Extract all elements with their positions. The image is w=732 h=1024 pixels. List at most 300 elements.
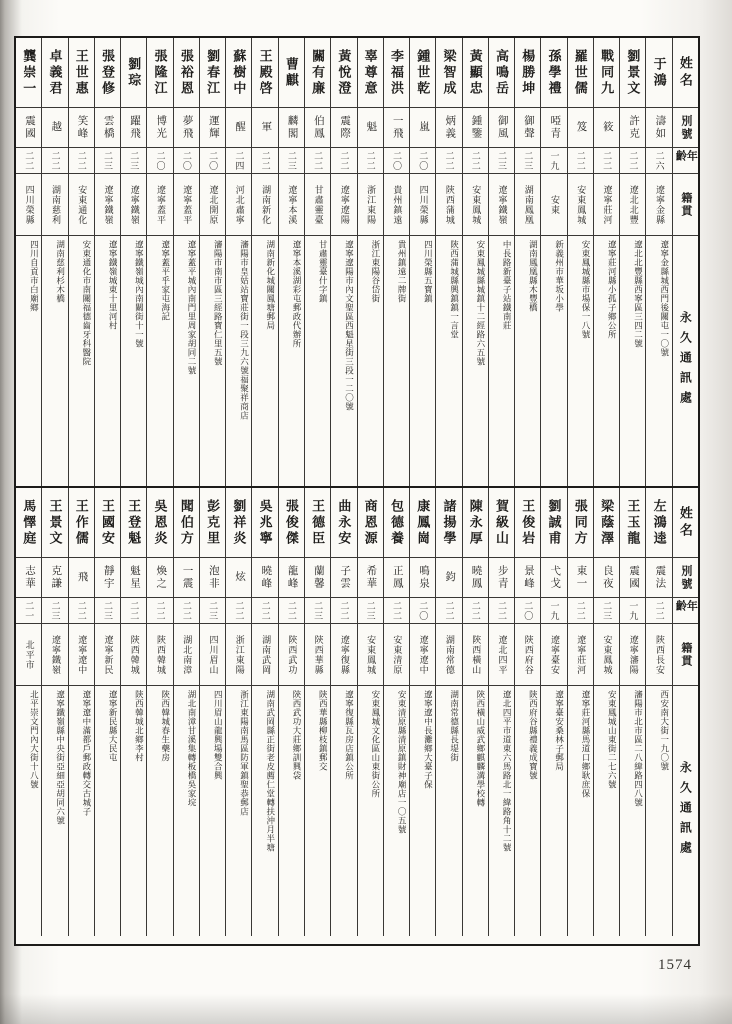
entry-name-cell	[226, 38, 251, 108]
entry-address-cell	[331, 236, 356, 486]
entry-native-place: 陝西武功	[287, 634, 298, 675]
entry-column-top-24	[41, 38, 67, 486]
column-header-name: 姓名	[677, 55, 693, 90]
entry-address-cell	[515, 686, 540, 936]
entry-alias-cell	[489, 558, 514, 598]
entry-address: 遼寧鐵嶺城內南關街十一號	[134, 240, 145, 348]
entry-address: 四川自貢市白廟鄉	[29, 240, 40, 312]
entry-native-place-cell	[200, 624, 225, 686]
entry-age: 二二	[76, 150, 87, 171]
column-header-address-cell	[673, 236, 698, 486]
entry-address: 遼北北豐縣西寧區三四二號	[633, 240, 644, 348]
entry-name-cell	[568, 38, 593, 108]
entry-native-place-cell	[121, 174, 146, 236]
entry-name: 孫學禮	[546, 48, 562, 97]
entry-native-place: 浙江東陽	[234, 634, 245, 675]
entry-name-cell	[305, 38, 330, 108]
entry-alias-cell	[279, 108, 304, 148]
entry-address-cell	[200, 686, 225, 936]
entry-alias-cell	[121, 108, 146, 148]
entry-column-top-5	[540, 38, 566, 486]
entry-alias-cell	[121, 558, 146, 598]
entry-age-cell	[279, 148, 304, 174]
entry-age: 二二	[365, 150, 376, 171]
entry-name: 賀級山	[494, 498, 509, 547]
entry-alias: 震法	[654, 565, 666, 590]
entry-native-place-cell	[69, 624, 94, 686]
entry-address: 瀋陽市南市區三經路寶仁里五號	[213, 240, 224, 366]
entry-native-place-cell	[279, 174, 304, 236]
entry-name: 吳恩炎	[152, 498, 168, 547]
entry-alias-cell	[646, 108, 671, 148]
entry-age: 二〇	[155, 150, 166, 171]
entry-native-place-cell	[541, 174, 566, 236]
entry-age-cell	[541, 148, 566, 174]
entry-alias: 子雲	[339, 565, 351, 590]
entry-age: 二二	[470, 600, 481, 621]
entry-name: 王世惠	[73, 48, 89, 97]
entry-column-bottom-22	[94, 488, 120, 936]
entry-age: 二二	[260, 600, 271, 621]
entry-age: 二二	[628, 150, 639, 171]
entry-native-place-cell	[594, 174, 619, 236]
entry-name: 戰同九	[599, 48, 615, 97]
entry-column-top-17	[225, 38, 251, 486]
entry-age-cell	[121, 148, 146, 174]
entry-alias: 克謙	[50, 565, 62, 590]
entry-name: 康鳳崗	[415, 498, 431, 547]
entry-name: 王作儒	[73, 498, 89, 547]
entry-native-place: 陝西華縣	[313, 634, 324, 675]
entry-column-top-23	[68, 38, 94, 486]
entry-native-place: 陝西韓城	[156, 634, 166, 675]
entry-alias-cell	[69, 558, 94, 598]
entry-name: 鍾世乾	[415, 48, 431, 97]
entry-name-cell	[620, 488, 645, 558]
entry-native-place: 安東鳳城	[471, 184, 482, 225]
entry-age-cell	[463, 148, 488, 174]
entry-alias: 笑峰	[76, 115, 88, 140]
entry-column-bottom-24	[41, 488, 67, 936]
entry-address-cell	[515, 236, 540, 486]
entry-name-cell	[384, 38, 409, 108]
entry-name-cell	[331, 38, 356, 108]
entry-name-cell	[489, 38, 514, 108]
entry-name: 王國安	[100, 498, 116, 547]
entry-name: 商恩源	[362, 498, 378, 547]
entry-alias-cell	[226, 558, 251, 598]
entry-address: 陝西武功大莊鄉訓興袋	[292, 690, 303, 780]
entry-age-cell	[410, 598, 435, 624]
entry-native-place: 遼寧本溪	[287, 184, 298, 225]
entry-alias-cell	[436, 108, 461, 148]
entry-name: 龔崇一	[21, 48, 37, 97]
entry-address: 新義州市華坂小學	[554, 240, 565, 312]
entry-alias: 魁	[365, 121, 377, 134]
entry-address: 遼寧遼中滿都戶郵政轉交古城子	[81, 690, 92, 816]
entry-column-top-15	[278, 38, 304, 486]
entry-address-cell	[489, 236, 514, 486]
entry-native-place-cell	[305, 624, 330, 686]
entry-alias: 希華	[365, 565, 377, 590]
entry-alias: 震際	[339, 115, 351, 140]
entry-column-top-21	[120, 38, 146, 486]
entry-native-place: 湖南武岡	[261, 634, 272, 675]
entry-name-cell	[410, 488, 435, 558]
entry-alias-cell	[95, 558, 120, 598]
entry-age-cell	[646, 598, 671, 624]
entry-alias: 魁星	[129, 565, 141, 590]
entry-alias-cell	[147, 108, 172, 148]
entry-age-cell	[384, 148, 409, 174]
entry-name: 吳兆寧	[257, 498, 273, 547]
entry-native-place-cell	[42, 624, 67, 686]
entry-name-cell	[69, 488, 94, 558]
entry-address-cell	[541, 236, 566, 486]
entry-column-bottom-6	[514, 488, 540, 936]
entry-native-place: 遼寧遼中	[77, 634, 88, 675]
entry-native-place-cell	[174, 624, 199, 686]
entry-alias: 筱	[601, 121, 613, 134]
entry-name: 王殿啓	[257, 48, 273, 97]
entry-name: 包德養	[388, 498, 404, 547]
entry-native-place-cell	[489, 174, 514, 236]
entry-alias-cell	[410, 108, 435, 148]
entry-native-place-cell	[436, 174, 461, 236]
entry-address-cell	[463, 236, 488, 486]
entry-alias-cell	[620, 108, 645, 148]
entry-age: 二六	[654, 150, 665, 171]
entry-column-bottom-1	[645, 488, 671, 936]
entry-column-bottom-21	[120, 488, 146, 936]
entry-age-cell	[358, 598, 383, 624]
entry-name: 羅世儒	[572, 48, 588, 97]
entry-column-bottom-16	[251, 488, 277, 936]
entry-native-place-cell	[95, 174, 120, 236]
entry-address: 浙江東陽南馬區防軍鎮聖恭郵店	[239, 690, 250, 816]
entry-alias: 笈	[575, 121, 587, 134]
entry-age: 二二	[444, 600, 455, 621]
column-header-alias-cell	[673, 558, 698, 598]
entry-age: 二二	[339, 600, 350, 621]
entry-address: 遼寧蓋平乎家屯海記	[160, 240, 171, 321]
entry-age: 一九	[628, 600, 639, 621]
entry-name: 高鳴岳	[494, 48, 509, 97]
entry-alias-cell	[541, 558, 566, 598]
entry-age: 二三	[129, 150, 140, 171]
entry-alias: 東一	[575, 565, 587, 590]
entry-age: 二二	[339, 150, 350, 171]
entry-native-place-cell	[16, 174, 41, 236]
entry-age: 二三	[313, 600, 324, 621]
entry-age-cell	[568, 148, 593, 174]
entry-native-place-cell	[541, 624, 566, 686]
entry-alias-cell	[200, 108, 225, 148]
entry-native-place: 遼北四平	[497, 634, 508, 675]
entry-age: 二二	[181, 600, 192, 621]
entry-native-place: 湖南鳳凰	[523, 184, 534, 225]
entry-alias: 炫	[234, 571, 246, 584]
entry-name-cell	[42, 488, 67, 558]
entry-native-place-cell	[200, 174, 225, 236]
entry-address: 遼寧鐵嶺縣中央街亞細亞胡同六號	[55, 690, 66, 825]
entry-age-cell	[42, 598, 67, 624]
entry-native-place-cell	[331, 174, 356, 236]
entry-column-bottom-17	[225, 488, 251, 936]
entry-native-place-cell	[331, 624, 356, 686]
entry-native-place-cell	[95, 624, 120, 686]
entry-native-place-cell	[436, 624, 461, 686]
entry-alias: 曉峰	[260, 565, 272, 590]
entry-native-place-cell	[568, 624, 593, 686]
entry-address: 陝西韓城春生藥房	[160, 690, 171, 762]
entry-name: 梁智成	[441, 48, 457, 97]
entry-alias: 運輝	[207, 115, 219, 140]
entry-alias: 一震	[181, 565, 193, 590]
entry-age-cell	[620, 148, 645, 174]
entry-alias: 御風	[496, 115, 508, 140]
entry-native-place: 甘肅靈臺	[313, 184, 324, 225]
entry-column-top-19	[173, 38, 199, 486]
entry-native-place-cell	[384, 624, 409, 686]
entry-alias-cell	[594, 558, 619, 598]
column-header-age-cell	[673, 148, 698, 174]
entry-name-cell	[463, 488, 488, 558]
entry-age-cell	[646, 148, 671, 174]
entry-address: 安東鳳城縣城鎮十二經路六五號	[475, 240, 486, 366]
entry-age: 二三	[365, 600, 376, 621]
entry-age: 二二	[24, 150, 35, 171]
entry-native-place-cell	[410, 174, 435, 236]
entry-age: 二三	[103, 150, 114, 171]
entry-address-cell	[384, 686, 409, 936]
entry-name: 馬懌庭	[21, 498, 37, 547]
entry-alias: 許克	[628, 115, 640, 140]
entry-address: 西安南大街一九〇號	[659, 690, 670, 771]
entry-native-place: 湖南新化	[261, 184, 272, 225]
entry-address: 遼寧鐵嶺城東十里河村	[108, 240, 119, 330]
entry-column-top-20	[146, 38, 172, 486]
entry-native-place-cell	[489, 624, 514, 686]
entry-name: 卓義君	[47, 48, 63, 97]
entry-alias: 曉鳳	[470, 565, 482, 590]
entry-name: 黃顯忠	[467, 48, 483, 97]
entry-name-cell	[358, 488, 383, 558]
entry-alias-cell	[541, 108, 566, 148]
entry-name: 李福洪	[388, 48, 404, 97]
entry-native-place: 湖南慈利	[50, 184, 61, 225]
entry-address-cell	[410, 236, 435, 486]
entry-native-place-cell	[410, 624, 435, 686]
entry-alias: 啞青	[549, 115, 561, 140]
entry-name: 王俊岩	[520, 498, 536, 547]
entry-address-cell	[646, 236, 671, 486]
entry-address-cell	[69, 236, 94, 486]
entry-address-cell	[147, 686, 172, 936]
entry-native-place: 安東清原	[392, 634, 403, 675]
column-header-age: 年齡	[674, 150, 698, 163]
entry-native-place: 北平市	[24, 639, 35, 670]
entry-address-cell	[252, 236, 277, 486]
entry-name-cell	[279, 38, 304, 108]
entry-address-cell	[174, 236, 199, 486]
entry-name: 王德臣	[310, 498, 326, 547]
entry-name-cell	[16, 488, 41, 558]
entry-alias-cell	[515, 558, 540, 598]
entry-age: 二二	[286, 600, 297, 621]
entry-address: 陝西蒲城縣興鎮鎮一言堂	[449, 240, 460, 339]
entry-alias-cell	[305, 108, 330, 148]
entry-alias: 雲橋	[102, 115, 114, 140]
entry-native-place: 遼寧遼中	[418, 634, 429, 675]
table-frame	[14, 36, 700, 946]
entry-name-cell	[174, 488, 199, 558]
entry-address: 湖南常德縣長堤街	[449, 690, 460, 762]
entry-age-cell	[594, 148, 619, 174]
entry-age-cell	[594, 598, 619, 624]
entry-name: 黃悅澄	[336, 48, 352, 97]
column-header-address: 永久通訊處	[678, 761, 693, 861]
entry-alias-cell	[305, 558, 330, 598]
entry-alias-cell	[515, 108, 540, 148]
entry-native-place: 浙江東陽	[366, 184, 377, 225]
entry-address: 甘肅靈臺什字鎮	[318, 240, 329, 303]
entry-name-cell	[515, 38, 540, 108]
entry-address: 陝西華縣柳枝鎮郵交	[318, 690, 329, 771]
header-column-bottom	[672, 488, 698, 936]
entry-age-cell	[95, 148, 120, 174]
entry-age-cell	[226, 598, 251, 624]
entry-age: 二〇	[391, 150, 402, 171]
entry-column-bottom-13	[330, 488, 356, 936]
entry-address: 四川眉山龍興場雙合興	[213, 690, 224, 780]
entry-name-cell	[42, 38, 67, 108]
entry-age-cell	[147, 148, 172, 174]
entry-native-place: 陝西韓城	[129, 634, 140, 675]
entry-name: 劉春江	[205, 48, 221, 97]
entry-native-place: 安東鳳城	[366, 634, 377, 675]
entry-alias: 鍾鑒	[470, 115, 482, 140]
entry-age-cell	[620, 598, 645, 624]
entry-alias: 蘭馨	[312, 565, 324, 590]
entry-address-cell	[594, 686, 619, 936]
entry-age-cell	[200, 598, 225, 624]
entry-address-cell	[200, 236, 225, 486]
entry-column-bottom-23	[68, 488, 94, 936]
entry-native-place: 安東	[549, 194, 560, 215]
entry-address-cell	[436, 236, 461, 486]
entry-address-cell	[95, 236, 120, 486]
entry-address: 瀋陽市北市區二八緯路四八號	[633, 690, 644, 807]
entry-native-place: 陝西蒲城	[444, 184, 455, 225]
entry-age: 二三	[208, 600, 219, 621]
entry-address: 湖北南漳甘溪集轉板橋吳家垸	[186, 690, 197, 807]
entry-native-place: 遼寧瀋陽	[628, 634, 639, 675]
entry-alias-cell	[358, 558, 383, 598]
entry-age: 二二	[155, 600, 166, 621]
entry-alias: 伯鳳	[312, 115, 324, 140]
entry-native-place-cell	[568, 174, 593, 236]
entry-name-cell	[16, 38, 41, 108]
entry-native-place: 陝西長安	[655, 634, 666, 675]
entry-address-cell	[384, 236, 409, 486]
entry-alias-cell	[42, 558, 67, 598]
entry-name: 王景文	[47, 498, 63, 547]
entry-address-cell	[358, 236, 383, 486]
header-column-top	[672, 38, 698, 486]
entry-alias-cell	[436, 558, 461, 598]
entry-name-cell	[594, 38, 619, 108]
entry-age-cell	[252, 598, 277, 624]
entry-native-place-cell	[646, 174, 671, 236]
entry-address-cell	[568, 686, 593, 936]
column-header-address: 永久通訊處	[678, 311, 693, 411]
entry-age-cell	[174, 148, 199, 174]
page-number: 1574	[658, 957, 692, 973]
entry-alias: 煥之	[155, 565, 167, 590]
entry-address: 遼寧本溪湖彩屯郵政代辦所	[292, 240, 303, 348]
entry-age: 二二	[50, 150, 61, 171]
entry-alias: 嵐	[417, 121, 429, 134]
entry-alias: 躍飛	[129, 115, 141, 140]
entry-column-bottom-3	[593, 488, 619, 936]
entry-native-place: 遼寧鐵嶺	[497, 184, 508, 225]
entry-native-place-cell	[252, 174, 277, 236]
entry-alias-cell	[489, 108, 514, 148]
entry-name: 楊勝坤	[520, 48, 536, 97]
directory-section-top	[16, 38, 698, 488]
entry-name-cell	[410, 38, 435, 108]
entry-alias-cell	[16, 108, 41, 148]
entry-column-bottom-10	[409, 488, 435, 936]
entry-address: 瀋陽市皇姑站寶莊街一段三九六號福聚祥商店	[239, 240, 250, 420]
entry-age-cell	[515, 598, 540, 624]
entry-address-cell	[646, 686, 671, 936]
entry-alias-cell	[568, 558, 593, 598]
entry-alias: 飛	[76, 571, 88, 584]
entry-name-cell	[568, 488, 593, 558]
entry-age-cell	[95, 598, 120, 624]
entry-address: 安東通化市南關福德齒牙科醫院	[81, 240, 92, 366]
entry-age: 二二	[575, 150, 586, 171]
entry-column-top-2	[619, 38, 645, 486]
entry-alias: 濤如	[654, 115, 666, 140]
entry-alias-cell	[252, 108, 277, 148]
entry-name: 關有廉	[310, 48, 326, 97]
entry-name-cell	[226, 488, 251, 558]
entry-address-cell	[147, 236, 172, 486]
entry-address-cell	[331, 686, 356, 936]
column-header-alias: 別號	[679, 564, 692, 591]
entry-age-cell	[226, 148, 251, 174]
entry-address-cell	[121, 236, 146, 486]
entry-alias: 龍峰	[286, 565, 298, 590]
entry-name: 辜尊意	[362, 48, 378, 97]
entry-age-cell	[305, 148, 330, 174]
entry-age-cell	[147, 598, 172, 624]
entry-age: 二二	[76, 600, 87, 621]
entry-native-place-cell	[226, 174, 251, 236]
entry-alias-cell	[384, 108, 409, 148]
entry-age-cell	[252, 148, 277, 174]
entry-column-top-11	[383, 38, 409, 486]
entry-address: 遼北四平市道東六馬路北一緯路角十二號	[502, 690, 513, 852]
entry-age: 二二	[575, 600, 586, 621]
entry-age-cell	[463, 598, 488, 624]
entry-native-place: 遼寧金縣	[655, 184, 666, 225]
entry-alias: 博光	[155, 115, 167, 140]
entry-name: 曲永安	[336, 498, 352, 547]
